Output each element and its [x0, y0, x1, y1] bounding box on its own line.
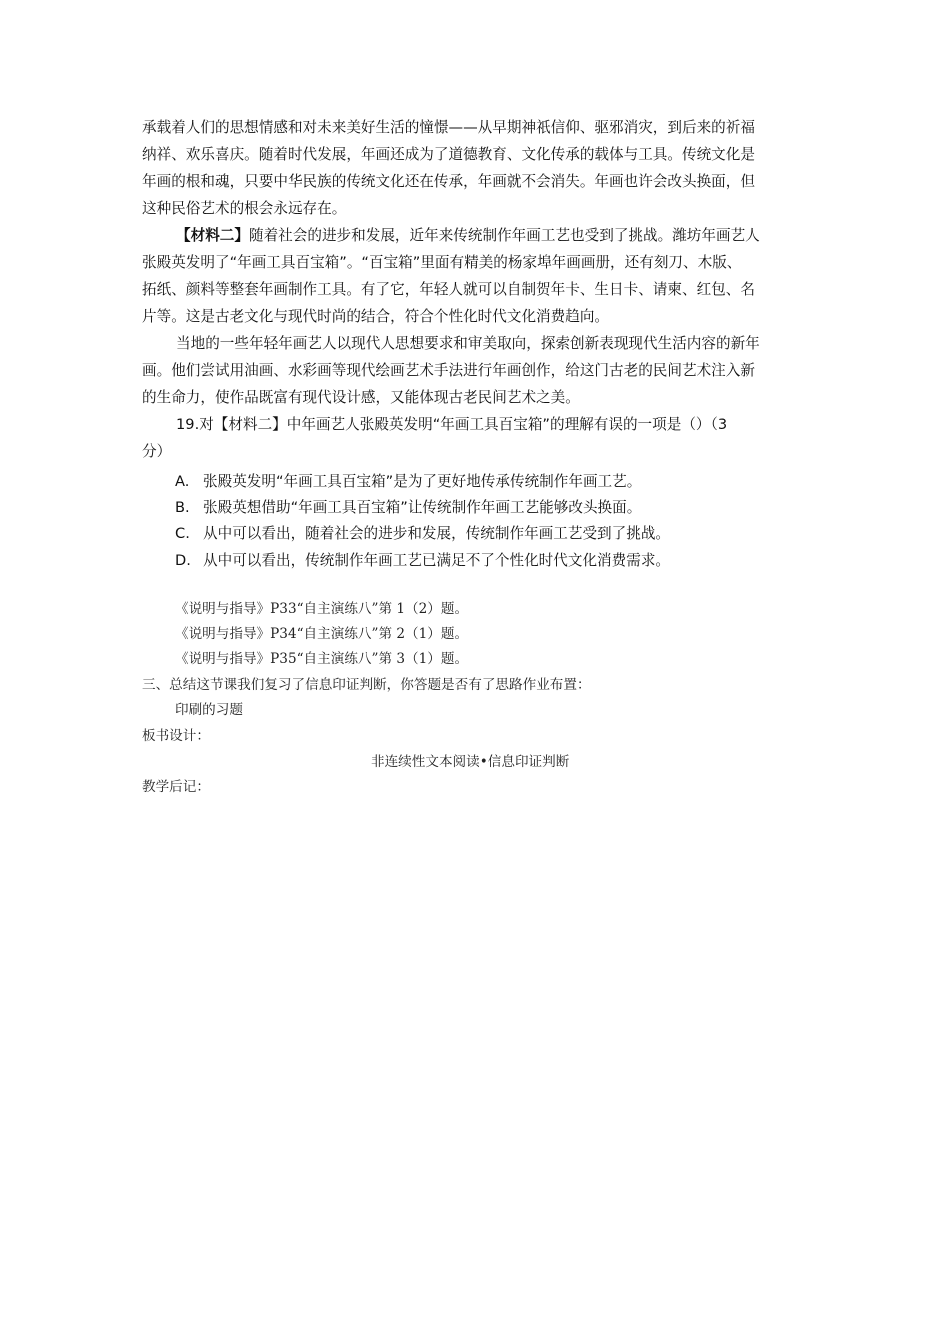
text-line: 拓纸、颜料等整套年画制作工具。有了它，年轻人就可以自制贺年卡、生日卡、请柬、红包、名 — [142, 281, 755, 298]
summary-line: 三、总结这节课我们复习了信息印证判断，你答题是否有了思路作业布置： — [142, 677, 591, 693]
text-line: 当地的一些年轻年画艺人以现代人思想要求和审美取向，探索创新表现现代生活内容的新年 — [176, 335, 760, 352]
option-b — [175, 496, 641, 517]
exercise-item: 《说明与指导》P34“自主演练八”第 2（1）题。 — [175, 626, 469, 642]
material2-paragraph-2 — [142, 330, 822, 411]
option-key: B. — [175, 499, 190, 516]
question-stem-cont: 分） — [142, 443, 172, 460]
text-line: 的生命力，使作品既富有现代设计感，又能体现古老民间艺术之美。 — [142, 389, 580, 406]
text-line: 年画的根和魂，只要中华民族的传统文化还在传承，年画就不会消失。年画也许会改头换面，但 — [142, 173, 755, 190]
text-line: 承载着人们的思想情感和对未来美好生活的憧憬——从早期神祇信仰、驱邪消灾，到后来的祈福 — [142, 119, 755, 136]
material2-heading: 【材料二】 — [176, 227, 249, 244]
homework-line: 印刷的习题 — [175, 702, 243, 718]
option-key: D. — [175, 552, 191, 569]
material2-paragraph — [142, 222, 822, 330]
text-span: 随着社会的进步和发展，近年来传统制作年画工艺也受到了挑战。潍坊年画艺人 — [248, 227, 760, 244]
text-line: 片等。这是古老文化与现代时尚的结合，符合个性化时代文化消费趋向。 — [142, 308, 610, 325]
exercise-item: 《说明与指导》P33“自主演练八”第 1（2）题。 — [175, 601, 469, 617]
text-line — [142, 222, 822, 249]
text-line: 纳祥、欢乐喜庆。随着时代发展，年画还成为了道德教育、文化传承的载体与工具。传统文化是 — [142, 146, 755, 163]
text-line: 画。他们尝试用油画、水彩画等现代绘画艺术手法进行年画创作，给这门古老的民间艺术注入新 — [142, 362, 755, 379]
option-c — [175, 522, 670, 543]
option-text: 从中可以看出，传统制作年画工艺已满足不了个性化时代文化消费需求。 — [203, 552, 671, 569]
board-design-title: 非连续性文本阅读•信息印证判断 — [371, 754, 570, 770]
option-key: C. — [175, 525, 190, 542]
option-d — [175, 549, 670, 570]
material1-tail-paragraph — [142, 114, 822, 222]
option-a — [175, 470, 641, 491]
option-text: 张殿英发明“年画工具百宝箱”是为了更好地传承传统制作年画工艺。 — [203, 473, 642, 490]
question-19 — [142, 411, 822, 465]
postscript-label: 教学后记： — [142, 779, 210, 795]
exercise-item: 《说明与指导》P35“自主演练八”第 3（1）题。 — [175, 651, 469, 667]
question-stem: 19.对【材料二】中年画艺人张殿英发明“年画工具百宝箱”的理解有误的一项是（）（3 — [176, 416, 728, 433]
option-key: A. — [175, 473, 190, 490]
text-line: 张殿英发明了“年画工具百宝箱”。“百宝箱”里面有精美的杨家埠年画画册，还有刻刀、木版、 — [142, 254, 742, 271]
option-text: 从中可以看出，随着社会的进步和发展，传统制作年画工艺受到了挑战。 — [203, 525, 671, 542]
text-line: 这种民俗艺术的根会永远存在。 — [142, 200, 347, 217]
option-text: 张殿英想借助“年画工具百宝箱”让传统制作年画工艺能够改头换面。 — [203, 499, 642, 516]
board-design-label: 板书设计： — [142, 728, 210, 744]
